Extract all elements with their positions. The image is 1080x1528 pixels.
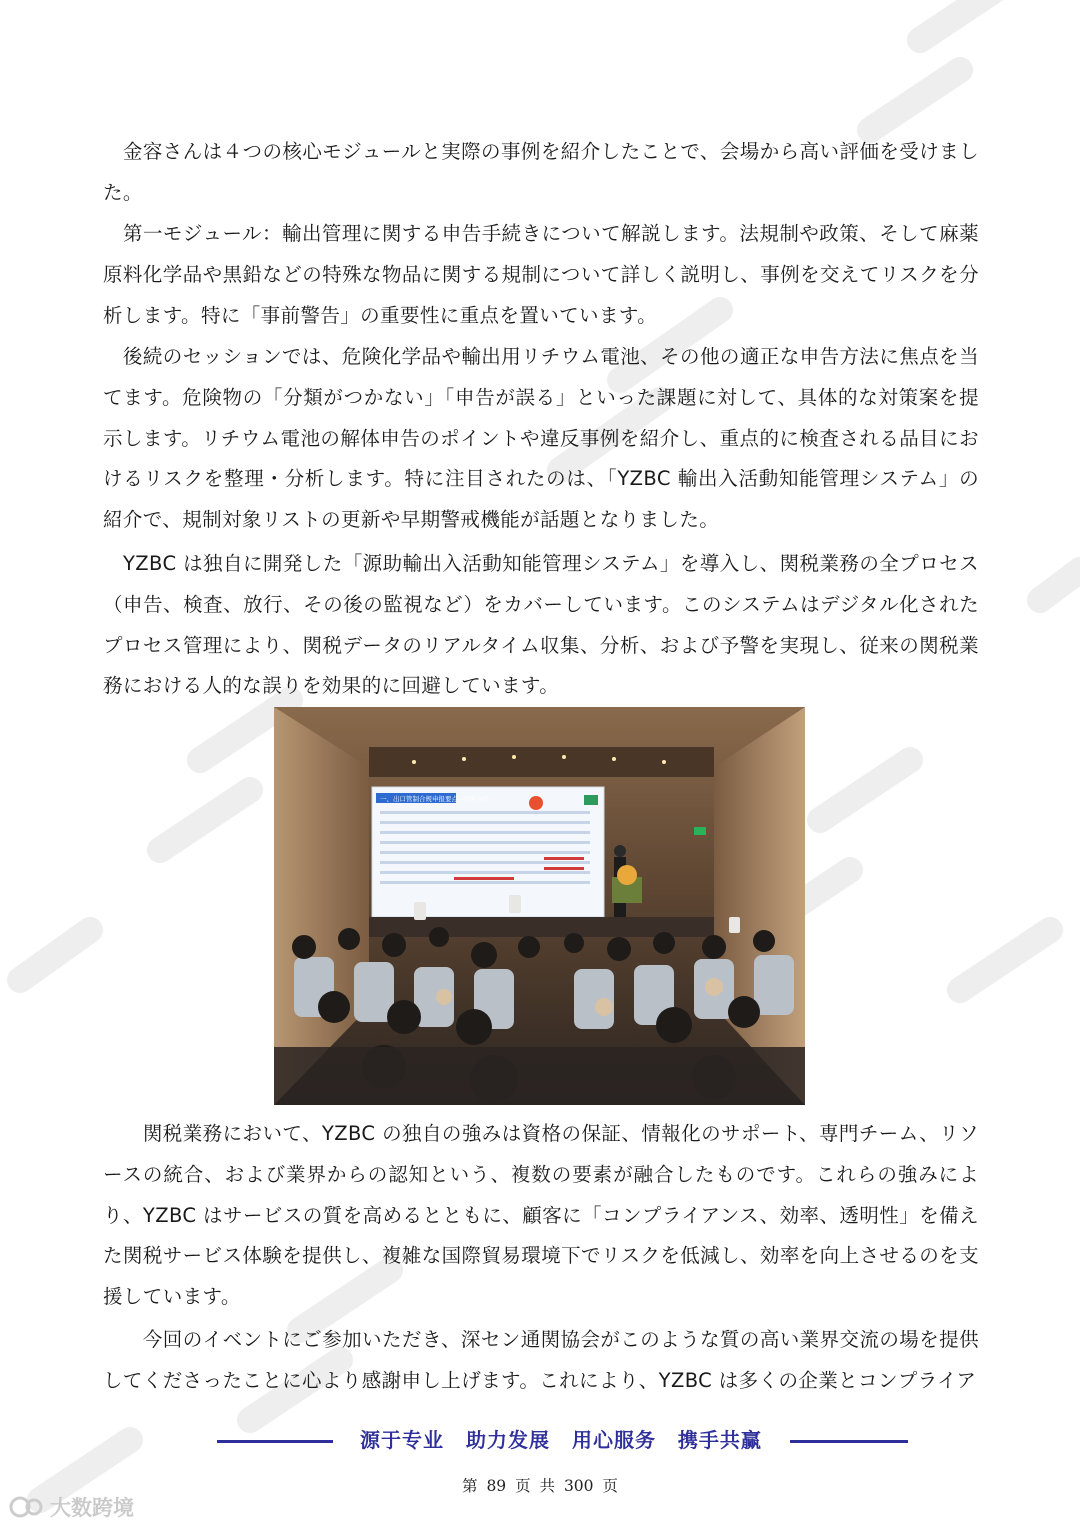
paragraph-2: 第一モジュール：輸出管理に関する申告手続きについて解説します。法規制や政策、そして麻薬原料化学品や黒鉛などの特殊な物品に関する規制について詳しく説明し、事例を交えてリスクを分析します。特に「事前警告」の重要性に重点を置いています。	[103, 222, 979, 327]
slogan-line-left	[217, 1440, 333, 1443]
paragraph-5: 関税業務において、YZBC の独自の強みは資格の保証、情報化のサポート、専門チーム、リソースの統合、および業界からの認知という、複数の要素が融合したものです。これらの強みにより、YZBC はサービスの質を高めるとともに、顧客に「コンプライアンス、効率、透明性」を備えた関税サービス体験を提供し、複雑な国際貿易環境下でリスクを低減し、効率を向上させるのを支援しています。	[103, 1122, 979, 1309]
brand-text: 大数跨境	[50, 1496, 134, 1520]
page-number: 第 89 页 共 300 页	[462, 1477, 618, 1495]
brand-watermark	[8, 1492, 134, 1522]
footer-slogan: 源于专业 助力发展 用心服务 携手共赢	[360, 1428, 762, 1452]
slogan-line-right	[790, 1440, 908, 1443]
slide-title: 一、出口管制合规申报要点--案例分析	[380, 795, 489, 803]
paragraph-3: 後続のセッションでは、危険化学品や輸出用リチウム電池、その他の適正な申告方法に焦点を当てます。危険物の「分類がつかない」「申告が誤る」といった課題に対して、具体的な対策案を提示します。リチウム電池の解体申告のポイントや違反事例を紹介し、重点的に検査される品目におけるリスクを整理・分析します。特に注目されたのは、「YZBC 輸出入活動知能管理システム」の紹介で、規制対象リストの更新や早期警戒機能が話題となりました。	[103, 345, 979, 532]
conference-photo	[274, 707, 805, 1105]
paragraph-4: YZBC は独自に開発した「源助輸出入活動知能管理システム」を導入し、関税業務の全プロセス（申告、検査、放行、その後の監視など）をカバーしています。このシステムはデジタル化されたプロセス管理により、関税データのリアルタイム収集、分析、および予警を実現し、従来の関税業務における人的な誤りを効果的に回避しています。	[103, 552, 979, 698]
paragraph-6: 今回のイベントにご参加いただき、深セン通関協会がこのような質の高い業界交流の場を提供してくださったことに心より感謝申し上げます。これにより、YZBC は多くの企業とコンプライア	[103, 1328, 979, 1392]
brand-logo-icon	[8, 1495, 44, 1519]
paragraph-1: 金容さんは４つの核心モジュールと実際の事例を紹介したことで、会場から高い評価を受けました。	[103, 140, 979, 204]
